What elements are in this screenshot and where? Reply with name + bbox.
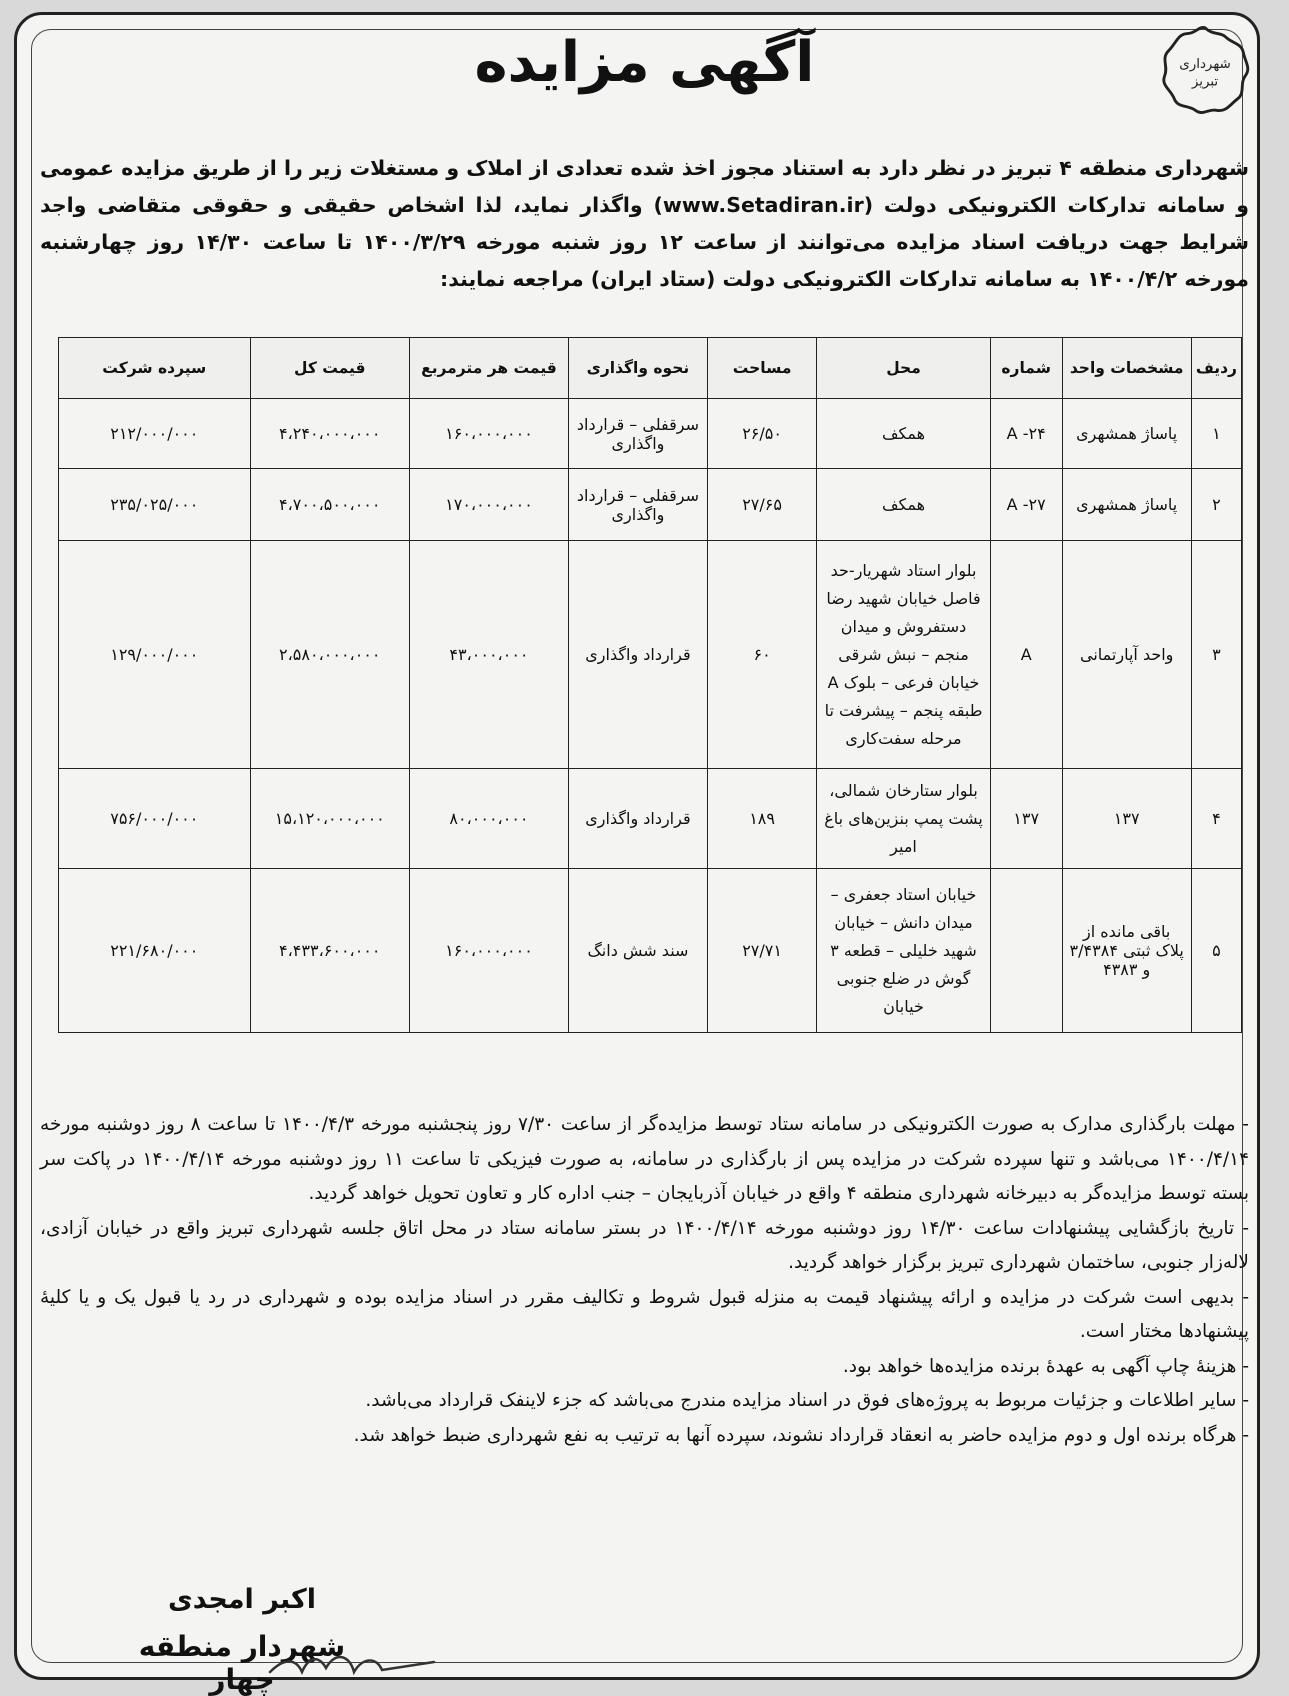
table-row xyxy=(59,399,1242,469)
note-item: - بدیهی است شرکت در مزایده و ارائه پیشنهاد قیمت به منزله قبول شروط و تکالیف مقرر در اسناد مزایده بوده و شهرداری در رد یا قبول یک و یا کلیهٔ پیشنهادها مختار است. xyxy=(40,1286,1249,1342)
cell-price-m2: ۸۰،۰۰۰،۰۰۰ xyxy=(409,769,568,869)
cell-deposit: ۲۲۱/۶۸۰/۰۰۰ xyxy=(59,869,251,1033)
cell-price-m2: ۱۶۰،۰۰۰،۰۰۰ xyxy=(409,869,568,1033)
cell-no: ۳ xyxy=(1191,541,1241,769)
cell-unit: ۱۳۷ xyxy=(1062,769,1191,869)
signatory-name: اکبر امجدی xyxy=(168,1584,316,1615)
cell-method: سرقفلی – قرارداد واگذاری xyxy=(568,469,707,541)
note-item: - سایر اطلاعات و جزئیات مربوط به پروژه‌های فوق در اسناد مزایده مندرج می‌باشد که جزء لاینفک قرارداد می‌باشد. xyxy=(365,1390,1249,1411)
table-header-cell: شماره xyxy=(990,338,1062,399)
cell-num: A -۲۷ xyxy=(990,469,1062,541)
cell-total: ۴،۲۴۰،۰۰۰،۰۰۰ xyxy=(250,399,409,469)
auction-items-table xyxy=(58,337,1242,1033)
cell-method: قرارداد واگذاری xyxy=(568,541,707,769)
svg-text:شهرداری: شهرداری xyxy=(1179,57,1231,73)
table-header-cell: قیمت کل xyxy=(250,338,409,399)
note-item: - تاریخ بازگشایی پیشنهادات ساعت ۱۴/۳۰ روز دوشنبه مورخه ۱۴۰۰/۴/۱۴ در بستر سامانه ستاد در محل اتاق جلسه شهرداری تبریز واقع در خیابان آزادی، لاله‌زار جنوبی، ساختمان شهرداری تبریز برگزار خواهد گردید. xyxy=(40,1217,1249,1273)
svg-text:تبریز: تبریز xyxy=(1191,74,1219,90)
cell-num: A xyxy=(990,541,1062,769)
cell-total: ۴،۴۳۳،۶۰۰،۰۰۰ xyxy=(250,869,409,1033)
cell-total: ۱۵،۱۲۰،۰۰۰،۰۰۰ xyxy=(250,769,409,869)
cell-location: همکف xyxy=(817,469,991,541)
cell-price-m2: ۴۳،۰۰۰،۰۰۰ xyxy=(409,541,568,769)
cell-unit: پاساژ همشهری xyxy=(1062,399,1191,469)
cell-unit: واحد آپارتمانی xyxy=(1062,541,1191,769)
cell-deposit: ۱۲۹/۰۰۰/۰۰۰ xyxy=(59,541,251,769)
cell-price-m2: ۱۷۰،۰۰۰،۰۰۰ xyxy=(409,469,568,541)
cell-location: بلوار ستارخان شمالی، پشت پمپ بنزین‌های باغ امیر xyxy=(817,769,991,869)
cell-deposit: ۷۵۶/۰۰۰/۰۰۰ xyxy=(59,769,251,869)
cell-method: سند شش دانگ xyxy=(568,869,707,1033)
cell-location: همکف xyxy=(817,399,991,469)
cell-no: ۴ xyxy=(1191,769,1241,869)
note-item: - مهلت بارگذاری مدارک به صورت الکترونیکی در سامانه ستاد توسط مزایده‌گر از ساعت ۷/۳۰ روز پنجشنبه مورخه ۱۴۰۰/۴/۳ تا ساعت ۸ روز دوشنبه مورخه ۱۴۰۰/۴/۱۴ می‌باشد و تنها سپرده شرکت در مزایده پس از بارگذاری در سامانه، به صورت فیزیکی تا ساعت ۱۱ روز دوشنبه مورخه ۱۴۰۰/۴/۱۴ در پاکت سر بسته توسط مزایده‌گر به دبیرخانه شهرداری منطقه ۴ واقع در خیابان آذربایجان – جنب اداره کار و تعاون تحویل خواهد گردید. xyxy=(40,1114,1250,1204)
table-row xyxy=(59,869,1242,1033)
cell-method: قرارداد واگذاری xyxy=(568,769,707,869)
table-header-cell: قیمت هر مترمربع xyxy=(409,338,568,399)
table-header-cell: سپرده شرکت xyxy=(59,338,251,399)
cell-area: ۲۷/۷۱ xyxy=(707,869,816,1033)
cell-total: ۴،۷۰۰،۵۰۰،۰۰۰ xyxy=(250,469,409,541)
note-item: - هزینهٔ چاپ آگهی به عهدهٔ برنده مزایده‌ها خواهد بود. xyxy=(842,1355,1249,1377)
notice-title: آگهی مزایده xyxy=(474,30,815,95)
cell-deposit: ۲۱۲/۰۰۰/۰۰۰ xyxy=(59,399,251,469)
table-header-cell: ردیف xyxy=(1191,338,1241,399)
cell-num xyxy=(990,869,1062,1033)
cell-unit: باقی مانده از پلاک ثبتی ۳/۴۳۸۴ و ۴۳۸۳ xyxy=(1062,869,1191,1033)
table-row xyxy=(59,541,1242,769)
cell-no: ۵ xyxy=(1191,869,1241,1033)
cell-price-m2: ۱۶۰،۰۰۰،۰۰۰ xyxy=(409,399,568,469)
cell-area: ۲۶/۵۰ xyxy=(707,399,816,469)
notes-section xyxy=(40,1108,1249,1453)
table-row xyxy=(59,769,1242,869)
cell-location: خیابان استاد جعفری – میدان دانش – خیابان شهید خلیلی – قطعه ۳ گوش در ضلع جنوبی خیابان xyxy=(817,869,991,1033)
cell-total: ۲،۵۸۰،۰۰۰،۰۰۰ xyxy=(250,541,409,769)
table-header-cell: مساحت xyxy=(707,338,816,399)
table-row xyxy=(59,469,1242,541)
cell-area: ۱۸۹ xyxy=(707,769,816,869)
cell-no: ۱ xyxy=(1191,399,1241,469)
cell-area: ۲۷/۶۵ xyxy=(707,469,816,541)
cell-num: ۱۳۷ xyxy=(990,769,1062,869)
handwritten-mark xyxy=(262,1628,442,1688)
cell-area: ۶۰ xyxy=(707,541,816,769)
cell-num: A -۲۴ xyxy=(990,399,1062,469)
table-header-cell: مشخصات واحد xyxy=(1062,338,1191,399)
cell-deposit: ۲۳۵/۰۲۵/۰۰۰ xyxy=(59,469,251,541)
cell-no: ۲ xyxy=(1191,469,1241,541)
intro-paragraph: شهرداری منطقه ۴ تبریز در نظر دارد به استناد مجوز اخذ شده تعدادی از املاک و مستغلات زیر را از طریق مزایده عمومی و سامانه تدارکات الکترونیکی دولت (www.Setadiran.ir) واگذار نماید، لذا اشخاص حقیقی و حقوقی متقاضی واجد شرایط جهت دریافت اسناد مزایده می‌توانند از ساعت ۱۲ روز شنبه مورخه ۱۴۰۰/۳/۲۹ تا ساعت ۱۴/۳۰ روز چهارشنبه مورخه ۱۴۰۰/۴/۲ به سامانه تدارکات الکترونیکی دولت (ستاد ایران) مراجعه نمایند: xyxy=(40,156,1249,291)
cell-method: سرقفلی – قرارداد واگذاری xyxy=(568,399,707,469)
signatory-title: شهردار منطقه چهار xyxy=(138,1630,346,1696)
table-header-row xyxy=(59,338,1242,399)
cell-location: بلوار استاد شهریار-حد فاصل خیابان شهید رضا دستفروش و میدان منجم – نبش شرقی خیابان فرعی – بلوک A طبقه پنجم – پیشرفت تا مرحله سفت‌کاری xyxy=(817,541,991,769)
table-header-cell: محل xyxy=(817,338,991,399)
note-item: - هرگاه برنده اول و دوم مزایده حاضر به انعقاد قرارداد نشوند، سپرده آنها به ترتیب به نفع شهرداری ضبط خواهد شد. xyxy=(353,1424,1249,1446)
table-header-cell: نحوه واگذاری xyxy=(568,338,707,399)
cell-unit: پاساژ همشهری xyxy=(1062,469,1191,541)
